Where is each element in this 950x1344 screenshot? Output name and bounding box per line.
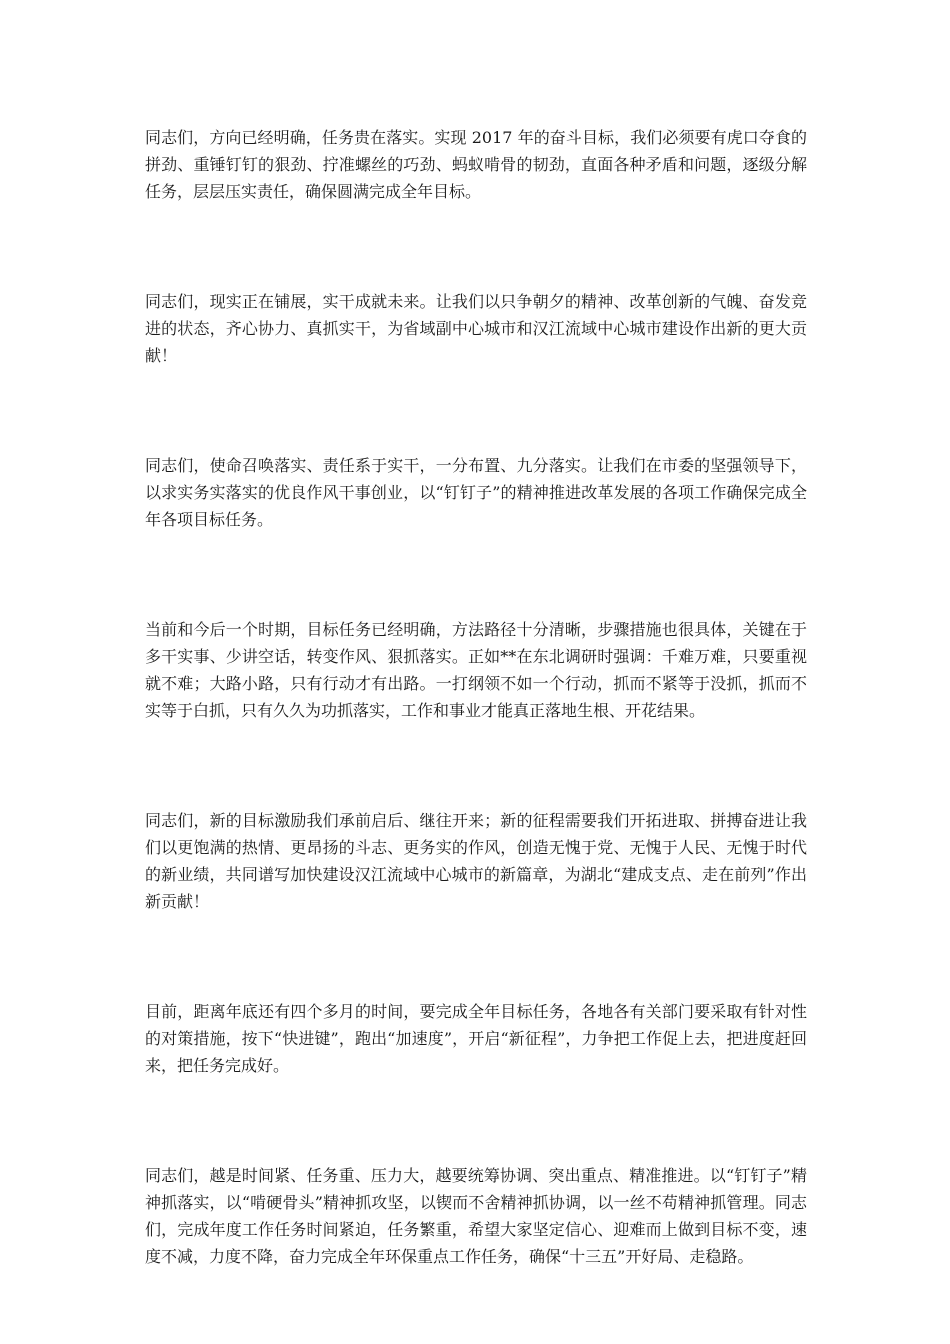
document-body: [145, 124, 807, 1270]
paragraph-3: 同志们，使命召唤落实、责任系于实干，一分布置、九分落实。让我们在市委的坚强领导下，以求实务实落实的优良作风干事创业，以“钉钉子”的精神推进改革发展的各项工作确保完成全年各项目标任务。: [145, 456, 807, 529]
paragraph-5: 同志们，新的目标激励我们承前启后、继往开来；新的征程需要我们开拓进取、拼搏奋进让我们以更饱满的热情、更昂扬的斗志、更务实的作风，创造无愧于党、无愧于人民、无愧于时代的新业绩，共同谱写加快建设汉江流域中心城市的新篇章，为湖北“建成支点、走在前列”作出新贡献！: [145, 811, 807, 911]
paragraph-4: 当前和今后一个时期，目标任务已经明确，方法路径十分清晰，步骤措施也很具体，关键在于多干实事、少讲空话，转变作风、狠抓落实。正如**在东北调研时强调：千难万难，只要重视就不难；大路小路，只有行动才有出路。一打纲领不如一个行动，抓而不紧等于没抓，抓而不实等于白抓，只有久久为功抓落实，工作和事业才能真正落地生根、开花结果。: [145, 620, 807, 720]
paragraph-2: 同志们，现实正在铺展，实干成就未来。让我们以只争朝夕的精神、改革创新的气魄、奋发竞进的状态，齐心协力、真抓实干，为省域副中心城市和汉江流域中心城市建设作出新的更大贡献！: [145, 292, 807, 365]
paragraph-6: 目前，距离年底还有四个多月的时间，要完成全年目标任务，各地各有关部门要采取有针对性的对策措施，按下“快进键”，跑出“加速度”，开启“新征程”，力争把工作促上去，把进度赶回来，把任务完成好。: [145, 1002, 807, 1075]
paragraph-7: 同志们，越是时间紧、任务重、压力大，越要统筹协调、突出重点、精准推进。以“钉钉子”精神抓落实，以“啃硬骨头”精神抓攻坚，以锲而不舍精神抓协调，以一丝不苟精神抓管理。同志们，完成年度工作任务时间紧迫，任务繁重，希望大家坚定信心、迎难而上做到目标不变，速度不减，力度不降，奋力完成全年环保重点工作任务，确保“十三五”开好局、走稳路。: [145, 1166, 807, 1266]
paragraph-1: 同志们，方向已经明确，任务贵在落实。实现 2017 年的奋斗目标，我们必须要有虎口夺食的拼劲、重锤钉钉的狠劲、拧准螺丝的巧劲、蚂蚁啃骨的韧劲，直面各种矛盾和问题，逐级分解任务，层层压实责任，确保圆满完成全年目标。: [145, 128, 807, 201]
